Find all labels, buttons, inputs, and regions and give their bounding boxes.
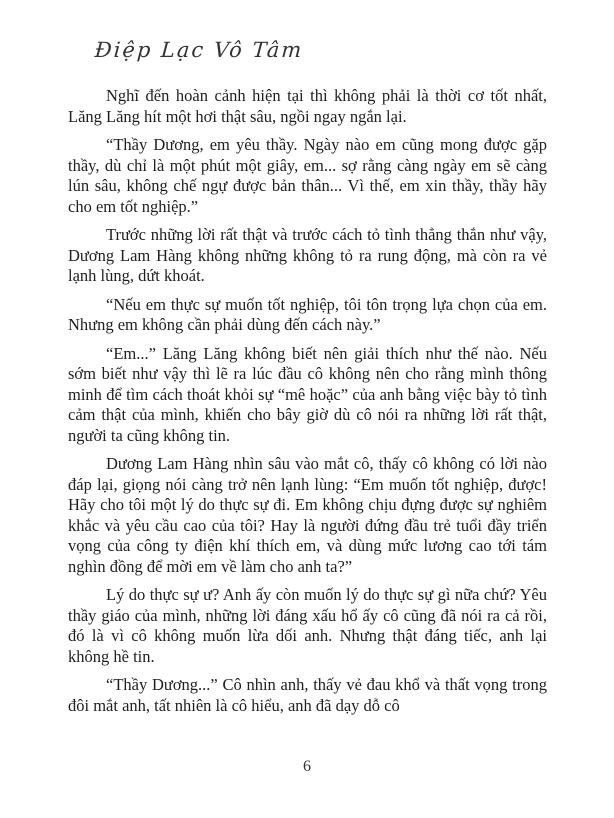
paragraph: “Thầy Dương, em yêu thầy. Ngày nào em cũng mong được gặp thầy, dù chỉ là một phút một giây, em... sợ rằng càng ngày em sẽ càng lún sâu, không chế ngự được bản thân... Vì thế, em xin thầy, thầy hãy cho em tốt nghiệp.” [68, 135, 547, 216]
paragraph: Nghĩ đến hoàn cảnh hiện tại thì không phải là thời cơ tốt nhất, Lăng Lăng hít một hơi thật sâu, ngồi ngay ngắn lại. [68, 86, 547, 126]
body-text [68, 86, 547, 724]
paragraph: Lý do thực sự ư? Anh ấy còn muốn lý do thực sự gì nữa chứ? Yêu thầy giáo của mình, những lời đáng xấu hổ ấy cô cũng đã nói ra cả rồi, đó là vì cô không muốn lừa dối anh. Nhưng thật đáng tiếc, anh lại không hề tin. [68, 585, 547, 666]
page-header-title: Điệp Lạc Vô Tâm [94, 38, 305, 62]
paragraph: “Thầy Dương...” Cô nhìn anh, thấy vẻ đau khổ và thất vọng trong đôi mắt anh, tất nhiên là cô hiểu, anh đã dạy dỗ cô [68, 675, 547, 715]
paragraph: Dương Lam Hàng nhìn sâu vào mắt cô, thấy cô không có lời nào đáp lại, giọng nói càng trở nên lạnh lùng: “Em muốn tốt nghiệp, được! Hãy cho tôi một lý do thực sự đi. Em không chịu đựng được sự nghiêm khắc và yêu cầu cao của tôi? Hay là người đứng đầu trẻ tuổi đầy triển vọng của công ty điện khí thích em, và dùng mức lương cao tới tám nghìn đồng để mời em về làm cho anh ta?” [68, 454, 547, 576]
paragraph: “Em...” Lăng Lăng không biết nên giải thích như thế nào. Nếu sớm biết như vậy thì lẽ ra lúc đầu cô không nên cho rằng mình thông minh để tìm cách thoát khỏi sự “mê hoặc” của anh bằng việc bày tỏ tình cảm thật của mình, khiến cho bây giờ dù cô nói ra những lời rất thật, người ta cũng không tin. [68, 343, 547, 445]
paragraph: “Nếu em thực sự muốn tốt nghiệp, tôi tôn trọng lựa chọn của em. Nhưng em không cần phải dùng đến cách này.” [68, 294, 547, 334]
page-number: 6 [303, 758, 311, 775]
paragraph: Trước những lời rất thật và trước cách tỏ tình thẳng thắn như vậy, Dương Lam Hàng không những không tỏ ra rung động, mà còn ra vẻ lạnh lùng, dứt khoát. [68, 225, 547, 285]
